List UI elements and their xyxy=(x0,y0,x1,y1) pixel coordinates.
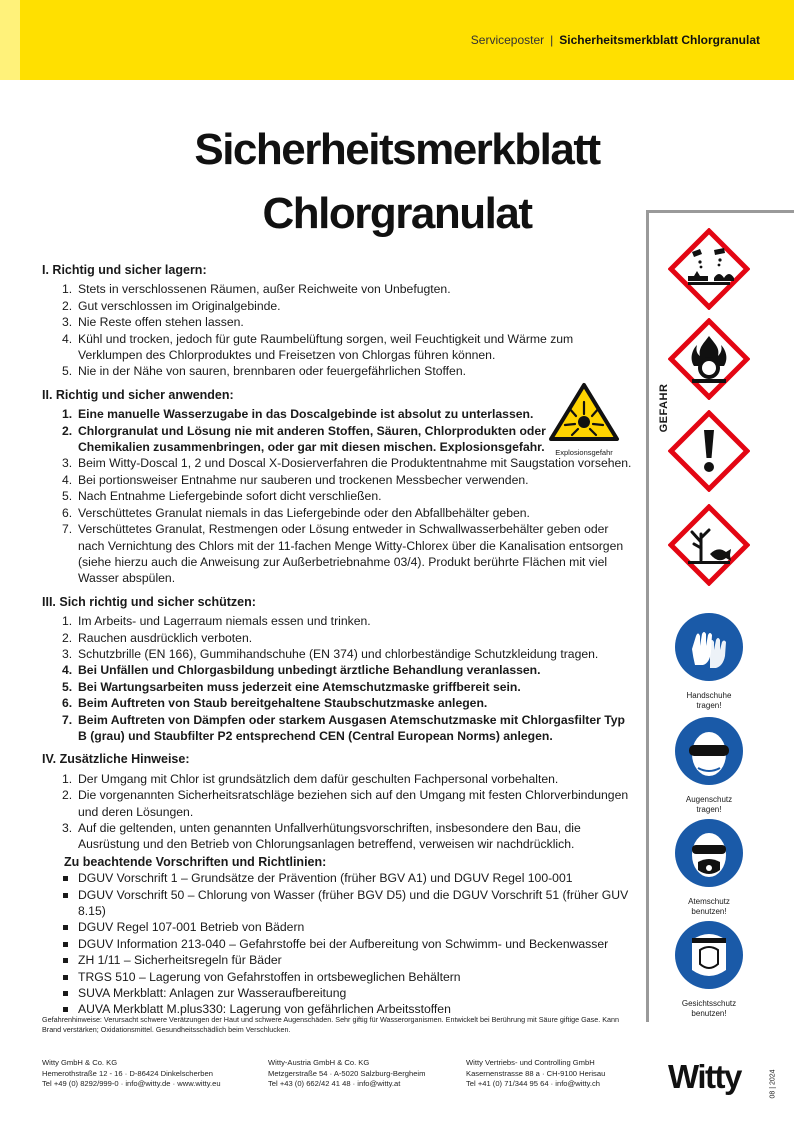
corrosion-icon xyxy=(668,228,750,315)
explosion-warning xyxy=(548,382,620,457)
section-storage xyxy=(42,262,632,380)
faceshield-sign xyxy=(668,920,750,1019)
address-switzerland xyxy=(466,1058,605,1090)
company-name: Witty Vertriebs- und Controlling GmbH xyxy=(466,1058,595,1067)
item-number: 6. xyxy=(62,505,73,520)
header-band xyxy=(0,0,794,80)
regulation-item xyxy=(62,985,632,1001)
list-item xyxy=(62,363,632,379)
list-item xyxy=(62,455,632,471)
list-item xyxy=(62,423,632,456)
explosion-label: Explosionsgefahr xyxy=(555,448,613,457)
regulation-text: AUVA Merkblatt M.plus330: Lagerung von gefährlichen Arbeitsstoffen xyxy=(78,1002,451,1017)
list-item xyxy=(62,406,632,422)
list-item xyxy=(62,521,632,587)
regulations-block xyxy=(42,854,632,1018)
item-text: Bei Wartungsarbeiten muss jederzeit eine Atemschutzmaske griffbereit sein. xyxy=(78,679,521,694)
respirator-icon xyxy=(674,818,744,888)
item-number: 1. xyxy=(62,282,73,297)
list-item xyxy=(62,331,632,364)
item-text: Stets in verschlossenen Räumen, außer Reichweite von Unbefugten. xyxy=(78,282,451,297)
item-text: Bei Unfällen und Chlorgasbildung unbedingt ärztliche Behandlung veranlassen. xyxy=(78,663,541,678)
list-item xyxy=(62,787,632,820)
bullet xyxy=(63,893,68,898)
regulation-text: TRGS 510 – Lagerung von Gefahrstoffen in ortsbeweglichen Behältern xyxy=(78,969,461,984)
gloves-sign xyxy=(668,612,750,711)
regulation-text: ZH 1/11 – Sicherheitsregeln für Bäder xyxy=(78,953,282,968)
item-number: 6. xyxy=(62,696,73,711)
section-heading: IV. Zusätzliche Hinweise: xyxy=(42,752,190,767)
item-number: 2. xyxy=(62,788,73,803)
item-text: Auf die geltenden, unten genannten Unfallverhütungsvorschriften, insbesondere den Bau, die Ausrüstung und den Betrieb von Chlorungsanlagen betreffend, verweisen wir nachdrücklich. xyxy=(78,821,581,852)
address-austria xyxy=(268,1058,425,1090)
company-contact: Tel +41 (0) 71/344 95 64 · info@witty.ch xyxy=(466,1079,600,1089)
regulation-text: SUVA Merkblatt: Anlagen zur Wasseraufbereitung xyxy=(78,986,347,1001)
list-item xyxy=(62,820,632,853)
item-number: 1. xyxy=(62,614,73,629)
item-number: 7. xyxy=(62,522,73,537)
list-item xyxy=(62,488,632,504)
breadcrumb-title: Sicherheitsmerkblatt Chlorgranulat xyxy=(559,33,760,47)
company-street: Metzgerstraße 54 · A-5020 Salzburg-Bergheim xyxy=(268,1068,426,1078)
list-item xyxy=(62,695,632,711)
list-item xyxy=(62,298,632,314)
oxidizer-icon xyxy=(668,318,750,405)
item-text: Verschüttetes Granulat, Restmengen oder Lösung entweder in Schwallwasserbehälter geben oder nach Vernichtung des Chlors mit der 11-fachen Menge Witty-Chlorex über die Kanalisation entsorgen (siehe hierzu auch die Anweisung zur Außerbetriebnahme 03/4). Produkt berührte Flächen mit viel Wasser abspülen. xyxy=(78,522,624,586)
section-heading: I. Richtig und sicher lagern: xyxy=(42,263,207,277)
faceshield-icon xyxy=(674,920,744,990)
item-number: 4. xyxy=(62,331,73,346)
item-number: 4. xyxy=(62,663,73,678)
bullet xyxy=(63,975,68,980)
section-notes xyxy=(42,751,632,1018)
item-text: Chlorgranulat und Lösung nie mit anderen Stoffen, Säuren, Chlorprodukten oder Chemikalien zusammenbringen, oder gar mit diesen mischen. Explosionsgefahr. xyxy=(78,423,546,455)
bullet xyxy=(63,925,68,930)
section-heading: III. Sich richtig und sicher schützen: xyxy=(42,594,256,609)
list-item xyxy=(62,646,632,662)
page-title-line-2: Chlorgranulat xyxy=(262,189,532,238)
item-text: Bei portionsweiser Entnahme nur sauberen und trockenen Messbecher verwenden. xyxy=(78,472,529,487)
item-number: 5. xyxy=(62,679,73,694)
item-number: 5. xyxy=(62,364,73,379)
goggles-icon xyxy=(674,716,744,786)
regulation-text: DGUV Vorschrift 50 – Chlorung von Wasser (früher BGV D5) und die DGUV Vorschrift 51 (früher GUV 8.15) xyxy=(78,887,629,919)
goggles-label xyxy=(668,795,750,815)
item-number: 3. xyxy=(62,821,73,835)
list-item xyxy=(62,630,632,646)
item-text: Eine manuelle Wasserzugabe in das Doscalgebinde ist absolut zu unterlassen. xyxy=(78,407,534,422)
item-text: Verschüttetes Granulat niemals in das Liefergebinde oder den Abfallbehälter geben. xyxy=(78,505,530,520)
item-number: 1. xyxy=(62,407,73,422)
regulation-text: DGUV Information 213-040 – Gefahrstoffe bei der Aufbereitung von Schwimm- und Beckenwasser xyxy=(78,936,609,951)
exclamation-icon xyxy=(668,410,750,497)
list-item xyxy=(62,712,632,745)
signal-word-text: GEFAHR xyxy=(658,383,670,433)
gloves-icon xyxy=(674,612,744,682)
item-number: 7. xyxy=(62,712,73,727)
item-text: Die vorgenannten Sicherheitsratschläge beziehen sich auf den Umgang mit festen Chlorverbindungen und deren Lösungen. xyxy=(78,788,629,819)
company-name: Witty GmbH & Co. KG xyxy=(42,1058,118,1067)
item-text: Der Umgang mit Chlor ist grundsätzlich dem dafür geschulten Fachpersonal vorbehalten. xyxy=(78,771,559,786)
regulation-item xyxy=(62,936,632,952)
label-line: Augenschutz xyxy=(685,795,733,804)
company-name: Witty-Austria GmbH & Co. KG xyxy=(268,1058,370,1067)
page-title-line-1: Sicherheitsmerkblatt xyxy=(194,125,600,174)
item-number: 4. xyxy=(62,472,73,487)
breadcrumb-category: Serviceposter xyxy=(470,33,545,47)
gloves-label xyxy=(668,691,750,711)
regulation-text: DGUV Regel 107-001 Betrieb von Bädern xyxy=(78,920,305,935)
item-text: Gut verschlossen im Originalgebinde. xyxy=(78,298,281,313)
item-text: Beim Witty-Doscal 1, 2 und Doscal X-Dosierverfahren die Produktentnahme mit Saugstation vorsehen. xyxy=(78,456,632,471)
item-text: Kühl und trocken, jedoch für gute Raumbelüftung sorgen, weil Feuchtigkeit und Wärme zum Verklumpen des Chlorproduktes und Freisetzen von Chlorgas führen können. xyxy=(78,331,574,363)
bullet xyxy=(63,942,68,947)
regulation-text: DGUV Vorschrift 1 – Grundsätze der Prävention (früher BGV A1) und DGUV Regel 100-001 xyxy=(78,871,573,886)
item-number: 3. xyxy=(62,456,73,471)
company-street: Hemerothstraße 12 - 16 · D-86424 Dinkelscherben xyxy=(42,1068,213,1078)
section-application xyxy=(42,387,632,587)
list-item xyxy=(62,662,632,678)
faceshield-label xyxy=(668,999,750,1019)
regulations-heading: Zu beachtende Vorschriften und Richtlinien: xyxy=(64,854,327,869)
item-text: Beim Auftreten von Dämpfen oder starkem Ausgasen Atemschutzmaske mit Chlorgasfilter Typ B (grau) und Staubfilter P2 entsprechend CEN (Central European Norms) anlegen. xyxy=(78,712,625,743)
item-text: Nie Reste offen stehen lassen. xyxy=(78,315,244,330)
item-number: 3. xyxy=(62,646,73,661)
item-number: 3. xyxy=(62,315,73,330)
item-text: Nie in der Nähe von sauren, brennbaren oder feuergefährlichen Stoffen. xyxy=(78,364,467,379)
address-germany xyxy=(42,1058,221,1090)
regulation-item xyxy=(62,952,632,968)
explosion-icon xyxy=(548,382,620,442)
goggles-sign xyxy=(668,716,750,815)
item-text: Im Arbeits- und Lagerraum niemals essen und trinken. xyxy=(78,614,371,629)
witty-logo: Witty xyxy=(668,1058,741,1095)
item-text: Schutzbrille (EN 166), Gummihandschuhe (EN 374) und chlorbeständige Schutzkleidung tragen. xyxy=(78,646,599,661)
bullet xyxy=(63,991,68,996)
section-protection xyxy=(42,594,632,745)
item-text: Beim Auftreten von Staub bereitgehaltene Staubschutzmaske anlegen. xyxy=(78,696,488,711)
label-line: Handschuhe xyxy=(686,691,732,700)
regulation-item xyxy=(62,969,632,985)
company-street: Kasernenstrasse 88 a · CH-9100 Herisau xyxy=(466,1068,606,1078)
edition-date-text: 08 | 2024 xyxy=(769,1069,777,1099)
respirator-label xyxy=(668,897,750,917)
list-item xyxy=(62,472,632,488)
list-item xyxy=(62,505,632,521)
regulation-item xyxy=(62,887,632,920)
bullet xyxy=(63,1007,68,1012)
item-number: 1. xyxy=(62,771,73,786)
item-number: 2. xyxy=(62,630,73,645)
main-content xyxy=(42,262,632,1025)
bullet xyxy=(63,876,68,881)
list-item xyxy=(62,679,632,695)
company-contact: Tel +43 (0) 662/42 41 48 · info@witty.at xyxy=(268,1079,401,1089)
list-item xyxy=(62,771,632,787)
label-line: Atemschutz xyxy=(688,897,730,906)
list-item xyxy=(62,281,632,297)
item-text: Nach Entnahme Liefergebinde sofort dicht verschließen. xyxy=(78,489,382,504)
list-item xyxy=(62,613,632,629)
item-number: 2. xyxy=(62,423,73,438)
label-line: tragen! xyxy=(696,805,722,814)
regulation-item xyxy=(62,919,632,935)
edition-date xyxy=(767,1064,779,1104)
label-line: tragen! xyxy=(696,701,722,710)
label-line: benutzen! xyxy=(691,907,727,916)
label-line: benutzen! xyxy=(691,1009,727,1018)
item-text: Rauchen ausdrücklich verboten. xyxy=(78,630,253,645)
respirator-sign xyxy=(668,818,750,917)
environment-icon xyxy=(668,504,750,591)
company-contact: Tel +49 (0) 8292/999-0 · info@witty.de · www.witty.eu xyxy=(42,1079,221,1089)
header-accent xyxy=(0,0,20,80)
item-number: 5. xyxy=(62,489,73,504)
section-heading: II. Richtig und sicher anwenden: xyxy=(42,387,234,402)
breadcrumb xyxy=(471,33,760,47)
list-item xyxy=(62,314,632,330)
item-number: 2. xyxy=(62,298,73,313)
breadcrumb-separator: | xyxy=(550,33,554,47)
hazard-statements: Gefahrenhinweise: Verursacht schwere Verätzungen der Haut und schwere Augenschäden. Sehr giftig für Wasserorganismen. Entwickelt bei Berührung mit Säure giftige Gase. Kann Brand verstärken; Oxidationsmittel. Gesundheitsschädlich beim Verschlucken. xyxy=(42,1015,620,1034)
bullet xyxy=(63,958,68,963)
regulation-item xyxy=(62,870,632,886)
label-line: Gesichtsschutz xyxy=(681,999,737,1008)
